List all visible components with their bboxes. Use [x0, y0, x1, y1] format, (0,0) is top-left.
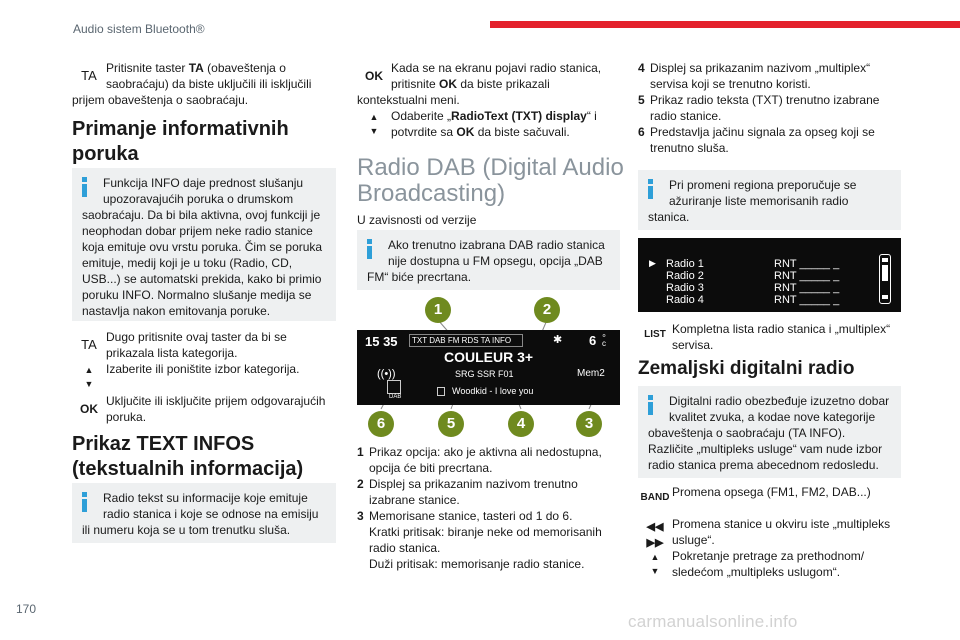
- header-accent-bar: [490, 21, 960, 28]
- selection-arrow-icon: ▶: [649, 258, 656, 268]
- callout-3: 3: [576, 411, 602, 437]
- callout-4: 4: [508, 411, 534, 437]
- heading-text-infos: Prikaz TEXT INFOS (tekstualnih informacija): [72, 433, 304, 480]
- radiotext-select: ▲ ▼ Odaberite „RadioText (TXT) display“ i potvrdite sa OK da biste sačuvali.: [357, 108, 620, 140]
- preset-number: 6: [589, 333, 597, 348]
- station-multiplex: RNT _____ _: [774, 282, 840, 294]
- version-note: U zavisnosti od verzije: [357, 213, 477, 227]
- info-box-radio-text: Radio tekst su informacije koje emituje radio stanica i koje se odnose na emisiju ili numeru koja se u tom trenutku sluša.: [72, 483, 336, 543]
- station-multiplex: RNT _____ _: [774, 294, 840, 306]
- category-select: ▲ ▼ Izaberite ili poništite izbor kategorija.: [72, 361, 336, 391]
- watermark: carmanualsonline.info: [628, 612, 798, 631]
- ok-context-line3: kontekstualni meni.: [357, 93, 460, 107]
- up-down-arrows-icon: ▲ ▼: [369, 112, 379, 136]
- ok-key-label: OK: [80, 402, 98, 416]
- station-multiplex: RNT _____ _: [774, 270, 840, 282]
- list-key-row: LIST Kompletna lista radio stanica i „multiplex“ servisa.: [638, 321, 901, 353]
- up-down-arrows-icon: ▲ ▼: [650, 552, 660, 576]
- station-name: Radio 1: [666, 258, 704, 270]
- info-icon: [648, 179, 653, 200]
- list-item: 5 Prikaz radio teksta (TXT) trenutno izabrane radio stanice.: [638, 93, 880, 123]
- clock: 15 35: [365, 334, 398, 349]
- station-name: Radio 2: [666, 270, 704, 282]
- station-multiplex: RNT _____ _: [774, 258, 840, 270]
- info-box-digital-radio: Digitalni radio obezbeđuje izuzetno dobar kvalitet zvuka, a kodae nove kategorije obaveštenja o saobraćaju (TA INFO). Različite „multipleks usluge“ vam nude izbor radio stanica prema abecednom redosledu.: [638, 386, 901, 478]
- info-box-info-function: Funkcija INFO daje prednost slušanju upozoravajućih poruka o drumskom saobraćaju. Da bi bila aktivna, ovoj funkciji je neophodan dobar prijem neke radio stanice koja emituje ovu vrstu poruka. Čim se poruka emituje, medij koji je u toku (Radio, CD, USB...) se automatski prekida, kako bi primio poruku INFO. Normalno slušanje medija se nastavlja nakon emitovanja poruke.: [72, 168, 336, 321]
- station-name: Radio 4: [666, 294, 704, 306]
- list-item: 4 Displej sa prikazanim nazivom „multiplex“ servisa koji se trenutno koristi.: [638, 61, 871, 91]
- ok-key-label: OK: [365, 69, 383, 83]
- heading-terrestrial-digital-radio: Zemaljski digitalni radio: [638, 358, 855, 379]
- list-item: 2 Displej sa prikazanim nazivom trenutno izabrane stanice.: [357, 477, 578, 507]
- seek-arrows-icon: ◀◀ ▶▶: [646, 521, 664, 549]
- multiplex-search-row: ▲ ▼ Pokretanje pretrage za prethodnom/ sledećom „multipleks uslugom“.: [638, 548, 901, 580]
- ta-long-press: TA Dugo pritisnite ovaj taster da bi se prikazala lista kategorija.: [72, 329, 336, 361]
- signal-strength-icon: ((•)): [377, 368, 396, 380]
- dab-label: DAB: [389, 394, 402, 400]
- heading-info-messages: Primanje informativnih poruka: [72, 118, 289, 165]
- bluetooth-icon: ✱: [553, 334, 563, 346]
- dab-icon: [387, 380, 401, 394]
- list-key-label: LIST: [644, 329, 666, 340]
- ta-text-pre: Pritisnite taster: [106, 61, 189, 75]
- memory-label: Mem2: [577, 368, 605, 379]
- info-icon: [82, 177, 87, 198]
- list-item: 3 Memorisane stanice, tasteri od 1 do 6. Kratki pritisak: biranje neke od memorisanih radio stanica. Duži pritisak: memorisanje radio stanice.: [357, 509, 602, 571]
- info-box-dab-fm: Ako trenutno izabrana DAB radio stanica nije dostupna u FM opsegu, opcija „DAB FM“ biće precrtana.: [357, 230, 620, 290]
- up-down-arrows-icon: ▲ ▼: [84, 365, 94, 389]
- station-list-screen: [638, 238, 901, 312]
- info-icon: [648, 395, 653, 416]
- list-item: 6 Predstavlja jačinu signala za opseg koji se trenutno sluša.: [638, 125, 875, 155]
- band-key-label: BAND: [640, 492, 670, 503]
- page-number: 170: [16, 602, 37, 616]
- text-icon: [437, 387, 445, 396]
- info-icon: [367, 239, 372, 260]
- ok-toggle: OK Uključite ili isključite prijem odgovarajućih poruka.: [72, 393, 336, 425]
- ta-text-line2: saobraćaju) da biste uključili ili isključili: [106, 77, 312, 91]
- ta-text-line3: prijem obaveštenja o saobraćaju.: [72, 93, 249, 107]
- callout-1: 1: [425, 297, 451, 323]
- callout-6: 6: [368, 411, 394, 437]
- signal-icon: ᵒ c: [602, 332, 606, 348]
- callout-5: 5: [438, 411, 464, 437]
- radio-display-screen: [357, 330, 620, 405]
- running-header: Audio sistem Bluetooth®: [73, 22, 205, 36]
- station-name: COULEUR 3+: [443, 349, 534, 365]
- ta-key-label-2: TA: [81, 337, 97, 352]
- ta-instruction: [72, 60, 336, 92]
- ok-context-menu: OK Kada se na ekranu pojavi radio stanica, pritisnite OK da biste prikazali: [357, 60, 620, 92]
- callout-2: 2: [534, 297, 560, 323]
- heading-radio-dab: Radio DAB (Digital Audio Broadcasting): [357, 154, 624, 207]
- multiplex-name: SRG SSR F01: [455, 369, 514, 379]
- ta-key-label: TA: [81, 68, 97, 83]
- info-box-region-change: Pri promeni regiona preporučuje se ažuriranje liste memorisanih radio stanica.: [638, 170, 901, 230]
- scrollbar: [879, 254, 891, 304]
- track-text: Woodkid - I love you: [452, 386, 534, 396]
- info-icon: [82, 492, 87, 513]
- options-bar: TXT DAB FM RDS TA INFO: [409, 334, 523, 347]
- band-key-row: BAND Promena opsega (FM1, FM2, DAB...): [638, 484, 901, 506]
- ta-text-rest: (obaveštenja o: [203, 61, 286, 75]
- seek-row: ◀◀ ▶▶ Promena stanice u okviru iste „multipleks usluge“.: [638, 516, 901, 551]
- ta-text-bold: TA: [188, 61, 204, 75]
- station-name: Radio 3: [666, 282, 704, 294]
- list-item: 1 Prikaz opcija: ako je aktivna ali nedostupna, opcija će biti precrtana.: [357, 445, 602, 475]
